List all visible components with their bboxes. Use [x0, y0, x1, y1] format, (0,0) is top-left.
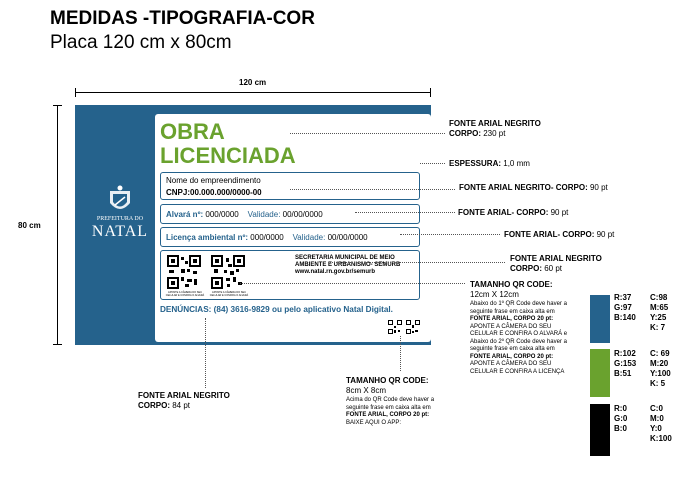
denuncias-text: DENÚNCIAS: (84) 3616-9829 ou pelo aplicativo Natal Digital. [160, 305, 393, 314]
green-cmyk: C: 69 M:20 Y:100 K: 5 [650, 349, 671, 388]
leader-fonte90 [355, 212, 455, 213]
app-qr-code-icon [388, 320, 402, 334]
annotation-qr8: TAMANHO QR CODE: 8cm X 8cm Acima do QR Code deve haver a seguinte frase em caixa alta em FONTE ARIAL, CORPO 20 pt: BAIXE AQUI O APP: [346, 376, 435, 426]
alvara-box [160, 204, 420, 224]
leader-fonte84 [205, 318, 206, 388]
licenca-box [160, 227, 420, 247]
alvara-qr-code-icon [167, 255, 201, 289]
validade-value: 00/00/0000 [282, 210, 323, 219]
leader-espessura [420, 163, 445, 164]
licenca-value: 000/0000 [250, 233, 284, 242]
coat-of-arms-icon [106, 185, 134, 215]
secretaria-block [295, 255, 400, 276]
website-text: www.natal.rn.gov.br/semurb [295, 269, 376, 275]
empreendimento-box [160, 172, 420, 200]
annotation-fonte90: FONTE ARIAL- CORPO: 90 pt [458, 208, 569, 217]
leader-qr8 [400, 336, 401, 371]
qr-box [160, 250, 420, 300]
annotation-fonte90-negrito: FONTE ARIAL NEGRITO- CORPO: 90 pt [459, 183, 608, 192]
page-title: MEDIDAS -TIPOGRAFIA-COR [50, 8, 315, 29]
qr-caption-alvara: APONTE A CÂMERA DO SEU CELULAR E CONFIRA O ALVARÁ [165, 291, 205, 297]
app-qr-code-2-icon [406, 320, 420, 334]
black-rgb: R:0 G:0 B:0 [614, 404, 628, 433]
black-cmyk: C:0 M:0 Y:0 K:100 [650, 404, 672, 443]
secretaria-line1: SECRETARIA MUNICIPAL DE MEIO [295, 255, 395, 261]
leader-fonte60 [330, 262, 505, 263]
color-swatch-green [590, 349, 610, 397]
logo-line2: NATAL [91, 223, 149, 240]
leader-fonte90b [290, 189, 455, 190]
color-swatch-blue [590, 295, 610, 343]
annotation-fonte60: FONTE ARIAL NEGRITO CORPO: 60 pt [510, 254, 602, 273]
secretaria-line2: AMBIENTE E URBANISMO- SEMURB [295, 262, 401, 268]
annotation-espessura: ESPESSURA: 1,0 mm [449, 159, 530, 168]
obra-licenciada-heading [160, 120, 296, 168]
validade-label: Validade: [247, 210, 281, 219]
annotation-qr12: TAMANHO QR CODE: 12cm X 12cm Abaixo do 1º QR Code deve haver a seguinte frase em caixa alta em FONTE ARIAL, CORPO 20 pt: APONTE A CÂMERA DO SEU CELULAR E CONFIRA O ALVARÁ e Abaixo do 2º QR Code deve haver a seguinte frase em caixa alta em FONTE ARIAL, CORPO 20 pt: APONTE A CÂMERA DO SEU CELULAR E CONFIRA A LICENÇA [470, 280, 568, 375]
page-subtitle: Placa 120 cm x 80cm [50, 32, 232, 53]
blue-rgb: R:37 G:97 B:140 [614, 293, 636, 322]
cnpj-text: CNPJ:00.000.000/0000-00 [166, 188, 262, 197]
validade2-label: Validade: [292, 233, 326, 242]
licenca-label: Licença ambiental nº: [166, 233, 249, 242]
alvara-label: Alvará nº: [166, 210, 204, 219]
green-rgb: R:102 G:153 B:51 [614, 349, 637, 378]
heading-line2: LICENCIADA [160, 143, 296, 168]
heading-line1: OBRA [160, 119, 225, 144]
validade2-value: 00/00/0000 [327, 233, 368, 242]
height-label: 80 cm [18, 221, 41, 230]
annotation-fonte230: FONTE ARIAL NEGRITO CORPO: 230 pt [449, 119, 541, 138]
leader-fonte230 [290, 133, 445, 134]
leader-fonte90c [400, 234, 500, 235]
empreendimento-label: Nome do empreendimento [166, 176, 261, 185]
qr-caption-licenca: APONTE A CÂMERA DO SEU CELULAR E CONFIRA O ALVARÁ [209, 291, 249, 297]
blue-cmyk: C:98 M:65 Y:25 K: 7 [650, 293, 669, 332]
annotation-fonte84: FONTE ARIAL NEGRITO CORPO: 84 pt [138, 391, 230, 410]
logo-line1: PREFEITURA DO [96, 216, 144, 222]
annotation-fonte90-licenca: FONTE ARIAL- CORPO: 90 pt [504, 230, 615, 239]
color-swatch-black [590, 404, 610, 456]
leader-qr12 [240, 283, 465, 284]
width-label: 120 cm [239, 78, 267, 87]
alvara-value: 000/0000 [205, 210, 239, 219]
